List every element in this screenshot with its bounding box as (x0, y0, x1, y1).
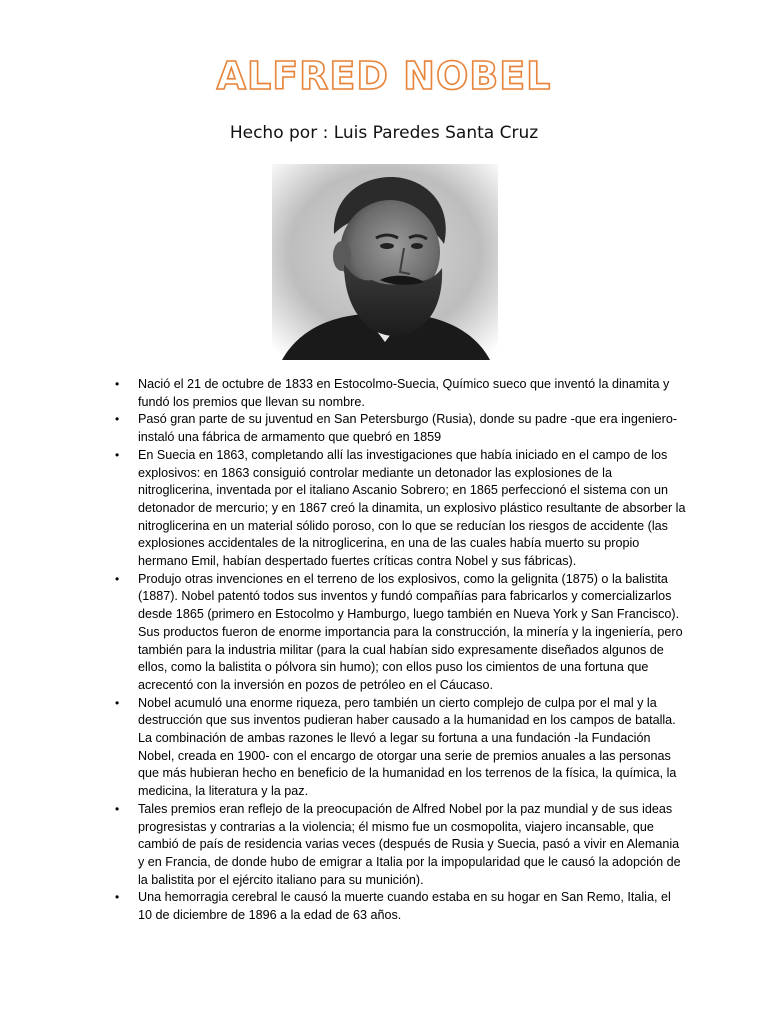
bullet-icon: • (115, 801, 120, 816)
list-item (112, 447, 686, 571)
bullet-icon: • (115, 571, 120, 586)
biography-list (112, 376, 686, 925)
list-item-text: En Suecia en 1863, completando allí las investigaciones que había iniciado en el campo de los explosivos: en 1863 consiguió controlar mediante un detonador las explosiones de la nitroglicerina, inventada por el italiano Ascanio Sobrero; en 1865 perfeccionó el sistema con un detonador de mercurio; y en 1867 creó la dinamita, un explosivo plástico resultante de absorber la nitroglicerina en un material sólido poroso, con lo que se reducían los riesgos de accidente (las explosiones accidentales de la nitroglicerina, en una de las cuales había muerto su propio hermano Emil, habían despertado fuertes críticas contra Nobel y sus fábricas). (138, 447, 686, 569)
bullet-icon: • (115, 377, 120, 391)
bullet-icon: • (115, 890, 120, 905)
list-item (112, 801, 686, 890)
page-title: ALFRED NOBEL (216, 54, 552, 98)
list-item (112, 411, 686, 446)
list-item-text: Nobel acumuló una enorme riqueza, pero también un cierto complejo de culpa por el mal y la destrucción que sus inventos pudieran haber causado a la humanidad en los campos de batalla. La combinación de ambas razones le llevó a legar su fortuna a una fundación -la Fundación Nobel, creada en 1900- con el encargo de otorgar una serie de premios anuales a las personas que más hubieran hecho en beneficio de la humanidad en los terrenos de la física, la química, la medicina, la literatura y la paz. (138, 695, 677, 799)
list-item-text: Pasó gran parte de su juventud en San Petersburgo (Rusia), donde su padre -que era ingeniero- instaló una fábrica de armamento que quebró en 1859 (138, 412, 678, 445)
bullet-icon: • (115, 412, 120, 427)
bullet-icon: • (115, 447, 120, 462)
list-item-text: Produjo otras invenciones en el terreno de los explosivos, como la gelignita (1875) o la balistita (1887). Nobel patentó todos sus inventos y fundó compañías para fabricarlos y comercializarlos desde 1865 (primero en Estocolmo y Hamburgo, luego también en Nueva York y San Francisco). Sus productos fueron de enorme importancia para la construcción, la minería y la ingeniería, pero también para la industria militar (para la cual habían sido expresamente diseñados algunos de ellos, como la balistita o pólvora sin humo); con ellos puso los cimientos de una fortuna que acrecentó con la inversión en pozos de petróleo en el Cáucaso. (138, 571, 683, 692)
list-item (112, 695, 686, 801)
list-item-text: Tales premios eran reflejo de la preocupación de Alfred Nobel por la paz mundial y de sus ideas progresistas y contrarias a la violencia; él mismo fue un cosmopolita, viajero incansable, que cambió de país de residencia varias veces (después de Rusia y Suecia, pasó a vivir en Alemania y en Francia, de donde hubo de emigrar a Italia por la impopularidad que le causó la adopción de la balistita por el ejército italiano para su munición). (138, 801, 681, 887)
list-item-text: Nació el 21 de octubre de 1833 en Estocolmo-Suecia, Químico sueco que inventó la dinamita y fundó los premios que llevan su nombre. (138, 377, 670, 409)
portrait-photo-icon (272, 164, 498, 360)
list-item (112, 376, 686, 411)
list-item-text: Una hemorragia cerebral le causó la muerte cuando estaba en su hogar en San Remo, Italia, el 10 de diciembre de 1896 a la edad de 63 años. (138, 890, 671, 923)
bullet-icon: • (115, 695, 120, 710)
portrait-photo (272, 164, 498, 360)
list-item (112, 889, 686, 924)
list-item (112, 571, 686, 695)
author-subtitle: Hecho por : Luis Paredes Santa Cruz (229, 123, 539, 143)
